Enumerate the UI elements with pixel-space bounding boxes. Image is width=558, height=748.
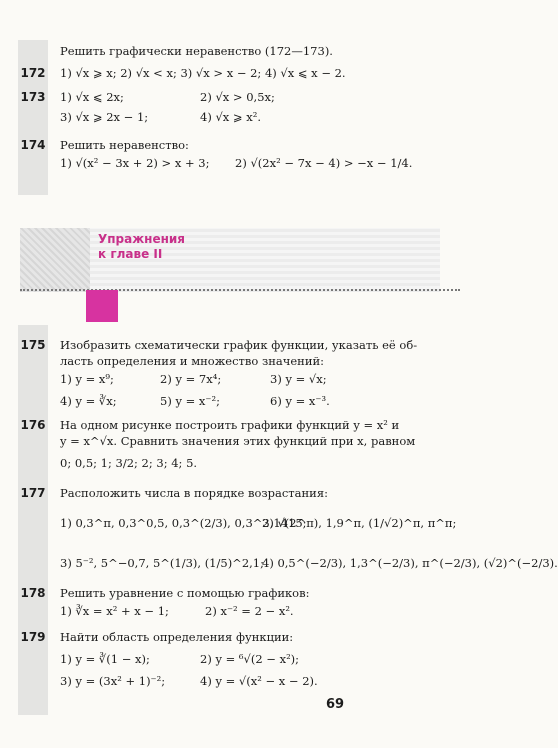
exercise-175-item-3: 3) y = √x;: [270, 372, 327, 386]
exercise-179-title: Найти область определения функции:: [60, 630, 294, 644]
exercise-number-176: 176: [20, 418, 46, 432]
exercise-number-174: 174: [20, 138, 46, 152]
exercise-179-item-3: 3) y = (3x² + 1)⁻²;: [60, 674, 166, 688]
exercise-176-line-1: На одном рисунке построить графики функций y = x² и: [60, 418, 400, 432]
chapter-exercises-header: [20, 228, 440, 292]
exercise-173-item-1: 1) √x ⩽ 2x;: [60, 90, 124, 104]
exercise-179-item-4: 4) y = √(x² − x − 2).: [200, 674, 318, 688]
exercise-175-line-2: ласть определения и множество значений:: [60, 354, 325, 368]
exercise-178-item-2: 2) x⁻² = 2 − x².: [205, 604, 294, 618]
exercise-number-177: 177: [20, 486, 46, 500]
exercise-177-title: Расположить числа в порядке возрастания:: [60, 486, 328, 500]
exercise-179-item-1: 1) y = ∛(1 − x);: [60, 652, 150, 666]
exercise-175-item-4: 4) y = ∛x;: [60, 394, 117, 408]
exercise-178-title: Решить уравнение с помощью графиков:: [60, 586, 310, 600]
exercise-174-title: Решить неравенство:: [60, 138, 189, 152]
page-number: 69: [326, 697, 345, 712]
exercise-number-179: 179: [20, 630, 46, 644]
exercise-number-178: 178: [20, 586, 46, 600]
exercise-173-item-2: 2) √x > 0,5x;: [200, 90, 275, 104]
margin-band-bottom: [18, 325, 48, 715]
pink-marker: [86, 290, 118, 322]
exercise-173-item-3: 3) √x ⩾ 2x − 1;: [60, 110, 149, 124]
exercise-177-item-3: 3) 5⁻², 5^−0,7, 5^(1/3), (1/5)^2,1;: [60, 556, 264, 570]
exercise-175-item-5: 5) y = x⁻²;: [160, 394, 220, 408]
exercise-178-item-1: 1) ∛x = x² + x − 1;: [60, 604, 169, 618]
exercise-number-173: 173: [20, 90, 46, 104]
header-band: [20, 228, 90, 292]
exercise-174-item-2: 2) √(2x² − 7x − 4) > −x − 1/4.: [235, 156, 413, 170]
chapter-exercises-title: Упражнения к главе II: [98, 232, 186, 261]
margin-band-top: [18, 40, 48, 195]
exercise-175-item-6: 6) y = x⁻³.: [270, 394, 330, 408]
exercise-177-item-1: 1) 0,3^π, 0,3^0,5, 0,3^(2/3), 0,3^3,1415;: [60, 516, 307, 530]
exercise-179-item-2: 2) y = ⁶√(2 − x²);: [200, 652, 300, 666]
exercise-172-text: 1) √x ⩾ x; 2) √x < x; 3) √x > x − 2; 4) √x ⩽ x − 2.: [60, 66, 346, 80]
exercise-175-line-1: Изобразить схематически график функции, указать её об-: [60, 338, 418, 352]
exercise-177-item-2: 2) √(2^π), 1,9^π, (1/√2)^π, π^π;: [262, 516, 457, 530]
exercise-number-172: 172: [20, 66, 46, 80]
exercise-175-item-1: 1) y = x⁹;: [60, 372, 114, 386]
exercise-number-175: 175: [20, 338, 46, 352]
exercise-173-item-4: 4) √x ⩾ x².: [200, 110, 261, 124]
exercise-174-item-1: 1) √(x² − 3x + 2) > x + 3;: [60, 156, 210, 170]
exercise-175-item-2: 2) y = 7x⁴;: [160, 372, 222, 386]
intro-172-173: Решить графически неравенство (172—173).: [60, 44, 333, 58]
exercise-176-line-3: 0; 0,5; 1; 3/2; 2; 3; 4; 5.: [60, 456, 198, 470]
exercise-176-line-2: y = x^√x. Сравнить значения этих функций при x, равном: [60, 434, 416, 448]
exercise-177-item-4: 4) 0,5^(−2/3), 1,3^(−2/3), π^(−2/3), (√2)^(−2/3).: [262, 556, 558, 570]
